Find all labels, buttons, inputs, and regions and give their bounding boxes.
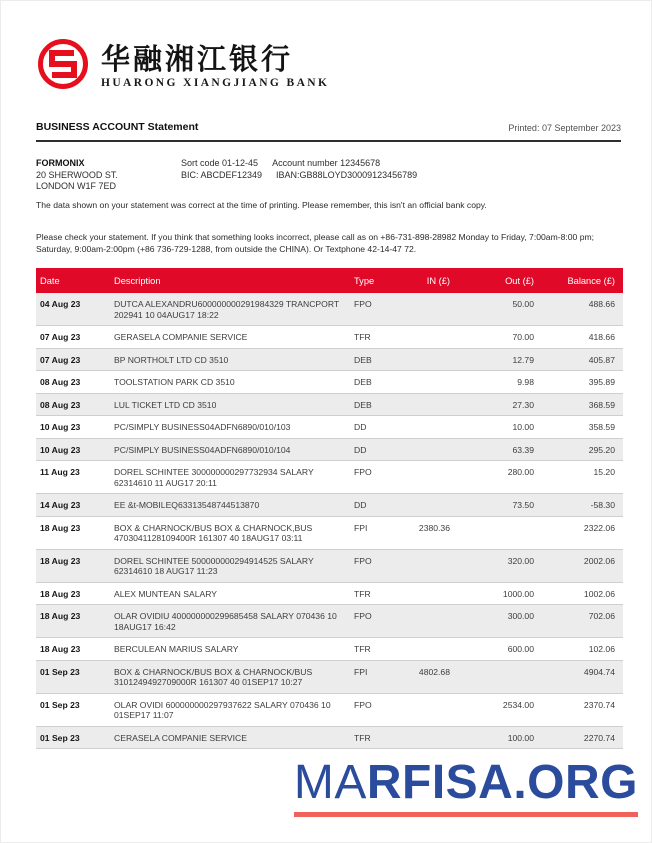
cell-in: [408, 549, 470, 582]
cell-date: 08 Aug 23: [36, 393, 110, 416]
address-line-2: LONDON W1F 7ED: [36, 181, 117, 191]
transactions-table: [36, 268, 623, 749]
cell-out: [470, 660, 550, 693]
cell-type: DD: [350, 438, 408, 461]
cell-date: 18 Aug 23: [36, 549, 110, 582]
cell-date: 04 Aug 23: [36, 293, 110, 326]
account-holder-name: FORMONIX: [36, 158, 85, 168]
site-watermark-text: [294, 758, 638, 808]
cell-balance: 358.59: [550, 416, 623, 439]
table-row: [36, 438, 623, 461]
cell-out: 320.00: [470, 549, 550, 582]
cell-date: 10 Aug 23: [36, 416, 110, 439]
cell-date: 08 Aug 23: [36, 371, 110, 394]
cell-in: [408, 293, 470, 326]
bic: BIC: ABCDEF12349: [181, 169, 263, 180]
table-row: [36, 582, 623, 605]
cell-out: 27.30: [470, 393, 550, 416]
table-row: [36, 293, 623, 326]
cell-date: 01 Sep 23: [36, 693, 110, 726]
watermark-bold-part: RFISA: [366, 756, 514, 809]
account-holder-address: [36, 158, 181, 193]
cell-description: BERCULEAN MARIUS SALARY: [110, 638, 350, 661]
cell-in: 2380.36: [408, 516, 470, 549]
bank-name-english: HUARONG XIANGJIANG BANK: [101, 77, 330, 89]
cell-balance: 2002.06: [550, 549, 623, 582]
transactions-body: [36, 293, 623, 749]
cell-balance: 15.20: [550, 461, 623, 494]
cell-date: 18 Aug 23: [36, 605, 110, 638]
address-line-1: 20 SHERWOOD ST.: [36, 169, 118, 180]
cell-in: [408, 605, 470, 638]
bank-name-chinese: 华融湘江银行: [101, 42, 294, 76]
cell-out: 280.00: [470, 461, 550, 494]
column-header-in: IN (£): [408, 268, 470, 293]
cell-out: 73.50: [470, 494, 550, 517]
notice-check-statement: Please check your statement. If you think that something looks incorrect, please call as on +86-731-898-28982 Monday to Friday, 7:00am-8:00 pm; Saturday, 9:00am-2:00pm (+86 736-729-1288, from outside the CHINA). Or Textphone 42-14-47 72.: [36, 232, 595, 254]
cell-description: TOOLSTATION PARK CD 3510: [110, 371, 350, 394]
cell-out: 9.98: [470, 371, 550, 394]
sort-code: Sort code 01-12-45: [181, 158, 259, 168]
account-info: [36, 158, 621, 193]
cell-in: [408, 438, 470, 461]
iban: IBAN:GB88LOYD30009123456789: [276, 169, 418, 180]
cell-description: DOREL SCHINTEE 500000000294914525 SALARY 62314610 18 AUG17 11:23: [110, 549, 350, 582]
cell-balance: 2270.74: [550, 726, 623, 749]
cell-out: [470, 516, 550, 549]
cell-description: BOX & CHARNOCK/BUS BOX & CHARNOCK,BUS 4703041128109400R 161307 40 18AUG17 03:11: [110, 516, 350, 549]
cell-type: FPO: [350, 293, 408, 326]
cell-description: LUL TICKET LTD CD 3510: [110, 393, 350, 416]
cell-description: PC/SIMPLY BUSINESS04ADFN6890/010/103: [110, 416, 350, 439]
cell-date: 01 Sep 23: [36, 726, 110, 749]
cell-date: 18 Aug 23: [36, 638, 110, 661]
cell-description: BOX & CHARNOCK/BUS BOX & CHARNOCK/BUS 3101249492709000R 161307 40 01SEP17 10:27: [110, 660, 350, 693]
watermark-suffix: .ORG: [513, 756, 638, 809]
statement-header: [36, 121, 621, 142]
cell-description: OLAR OVIDIU 400000000299685458 SALARY 070436 10 18AUG17 16:42: [110, 605, 350, 638]
cell-date: 01 Sep 23: [36, 660, 110, 693]
cell-in: 4802.68: [408, 660, 470, 693]
cell-balance: -58.30: [550, 494, 623, 517]
cell-balance: 405.87: [550, 348, 623, 371]
cell-in: [408, 582, 470, 605]
table-row: [36, 393, 623, 416]
cell-description: EE &t-MOBILEQ63313548744513870: [110, 494, 350, 517]
cell-type: DD: [350, 416, 408, 439]
table-row: [36, 605, 623, 638]
cell-date: 10 Aug 23: [36, 438, 110, 461]
cell-description: DUTCA ALEXANDRU600000000291984329 TRANCPORT 202941 10 04AUG17 18:22: [110, 293, 350, 326]
table-row: [36, 416, 623, 439]
cell-balance: 488.66: [550, 293, 623, 326]
column-header-description: Description: [110, 268, 350, 293]
bank-logo: [36, 37, 329, 96]
cell-balance: 395.89: [550, 371, 623, 394]
cell-out: 600.00: [470, 638, 550, 661]
cell-description: ALEX MUNTEAN SALARY: [110, 582, 350, 605]
table-row: [36, 660, 623, 693]
cell-date: 11 Aug 23: [36, 461, 110, 494]
cell-type: TFR: [350, 638, 408, 661]
column-header-out: Out (£): [470, 268, 550, 293]
cell-in: [408, 494, 470, 517]
cell-out: 50.00: [470, 293, 550, 326]
table-row: [36, 348, 623, 371]
table-row: [36, 726, 623, 749]
cell-description: BP NORTHOLT LTD CD 3510: [110, 348, 350, 371]
cell-out: 10.00: [470, 416, 550, 439]
cell-type: DD: [350, 494, 408, 517]
cell-in: [408, 693, 470, 726]
cell-balance: 2322.06: [550, 516, 623, 549]
bank-name-block: [101, 44, 329, 89]
cell-out: 70.00: [470, 326, 550, 349]
cell-balance: 418.66: [550, 326, 623, 349]
cell-balance: 2370.74: [550, 693, 623, 726]
cell-in: [408, 416, 470, 439]
cell-date: 07 Aug 23: [36, 348, 110, 371]
table-row: [36, 461, 623, 494]
cell-out: 12.79: [470, 348, 550, 371]
cell-description: PC/SIMPLY BUSINESS04ADFN6890/010/104: [110, 438, 350, 461]
cell-type: FPO: [350, 461, 408, 494]
cell-in: [408, 393, 470, 416]
watermark-underline: [294, 812, 638, 817]
cell-date: 07 Aug 23: [36, 326, 110, 349]
table-row: [36, 494, 623, 517]
bank-logo-icon: [36, 37, 90, 96]
watermark-light-part: MA: [293, 756, 367, 809]
account-number: Account number 12345678: [272, 158, 381, 168]
cell-balance: 702.06: [550, 605, 623, 638]
cell-in: [408, 726, 470, 749]
cell-description: CERASELA COMPANIE SERVICE: [110, 726, 350, 749]
site-watermark: [294, 758, 638, 817]
table-row: [36, 326, 623, 349]
cell-balance: 295.20: [550, 438, 623, 461]
account-details: [181, 158, 431, 193]
table-row: [36, 549, 623, 582]
cell-out: 100.00: [470, 726, 550, 749]
cell-description: GERASELA COMPANIE SERVICE: [110, 326, 350, 349]
cell-date: 18 Aug 23: [36, 516, 110, 549]
cell-date: 18 Aug 23: [36, 582, 110, 605]
cell-in: [408, 461, 470, 494]
cell-balance: 1002.06: [550, 582, 623, 605]
cell-balance: 4904.74: [550, 660, 623, 693]
cell-type: FPO: [350, 605, 408, 638]
statement-title: BUSINESS ACCOUNT Statement: [36, 121, 199, 133]
account-details-line-1: [181, 158, 431, 170]
cell-balance: 368.59: [550, 393, 623, 416]
table-row: [36, 693, 623, 726]
cell-in: [408, 371, 470, 394]
account-details-line-2: [181, 170, 431, 182]
column-header-balance: Balance (£): [550, 268, 623, 293]
cell-date: 14 Aug 23: [36, 494, 110, 517]
cell-in: [408, 638, 470, 661]
transactions-table-header: [36, 268, 623, 293]
column-header-type: Type: [350, 268, 408, 293]
cell-type: TFR: [350, 582, 408, 605]
cell-type: TFR: [350, 726, 408, 749]
printed-date: Printed: 07 September 2023: [508, 123, 621, 133]
cell-description: OLAR OVIDI 600000000297937622 SALARY 070436 10 01SEP17 11:07: [110, 693, 350, 726]
cell-balance: 102.06: [550, 638, 623, 661]
notice-data-correct: The data shown on your statement was correct at the time of printing. Please remember, this isn't an official bank copy.: [36, 200, 487, 210]
table-row: [36, 516, 623, 549]
cell-type: DEB: [350, 348, 408, 371]
cell-description: DOREL SCHINTEE 300000000297732934 SALARY 62314610 11 AUG17 20:11: [110, 461, 350, 494]
table-row: [36, 371, 623, 394]
cell-type: DEB: [350, 371, 408, 394]
cell-type: TFR: [350, 326, 408, 349]
cell-in: [408, 348, 470, 371]
cell-type: FPI: [350, 516, 408, 549]
cell-in: [408, 326, 470, 349]
cell-type: FPO: [350, 693, 408, 726]
cell-out: 300.00: [470, 605, 550, 638]
cell-out: 1000.00: [470, 582, 550, 605]
column-header-date: Date: [36, 268, 110, 293]
cell-out: 63.39: [470, 438, 550, 461]
cell-type: FPI: [350, 660, 408, 693]
cell-type: FPO: [350, 549, 408, 582]
cell-out: 2534.00: [470, 693, 550, 726]
table-row: [36, 638, 623, 661]
cell-type: DEB: [350, 393, 408, 416]
